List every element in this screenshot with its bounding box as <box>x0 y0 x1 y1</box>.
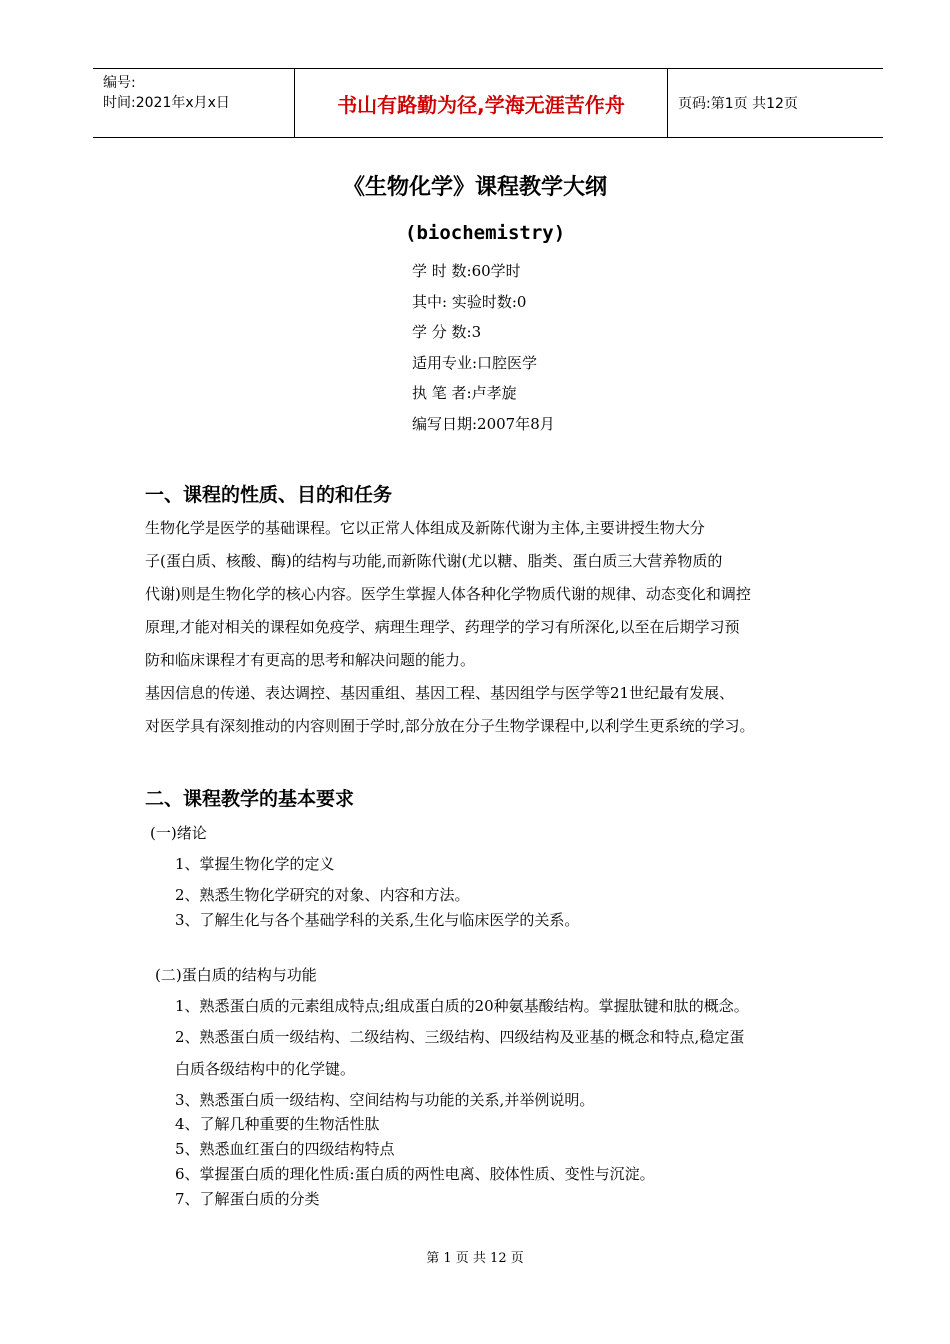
list-item: 3、熟悉蛋白质一级结构、空间结构与功能的关系,并举例说明。 <box>175 1091 595 1109</box>
page-footer: 第 1 页 共 12 页 <box>426 1251 524 1266</box>
paragraph-line: 原理,才能对相关的课程如免疫学、病理生理学、药理学的学习有所深化,以至在后期学习预 <box>145 618 740 636</box>
meta-date: 编写日期:2007年8月 <box>412 414 555 433</box>
header-motto: 书山有路勤为径,学海无涯苦作舟 <box>295 69 668 137</box>
list-item: 3、了解生化与各个基础学科的关系,生化与临床医学的关系。 <box>175 911 580 929</box>
list-item: 5、熟悉血红蛋白的四级结构特点 <box>175 1140 395 1158</box>
section2-title: 二、课程教学的基本要求 <box>145 788 355 810</box>
document-title: 《生物化学》课程教学大纲 <box>342 175 607 200</box>
header-page-label: 页码:第1页 共12页 <box>678 96 798 112</box>
document-number-label: 编号: <box>103 75 136 91</box>
list-item: 白质各级结构中的化学键。 <box>175 1060 356 1078</box>
paragraph-line: 对医学具有深刻推动的内容则囿于学时,部分放在分子生物学课程中,以利学生更系统的学习。 <box>145 717 755 735</box>
meta-credits: 学 分 数:3 <box>412 323 482 342</box>
meta-author: 执 笔 者:卢孝旋 <box>412 384 517 403</box>
list-item: 1、掌握生物化学的定义 <box>175 855 335 873</box>
course-meta <box>412 260 555 444</box>
section1-title: 一、课程的性质、目的和任务 <box>145 484 393 506</box>
paragraph-line: 防和临床课程才有更高的思考和解决问题的能力。 <box>145 651 476 669</box>
document-time-label: 时间:2021年x月x日 <box>103 95 230 111</box>
list-item: 4、了解几种重要的生物活性肽 <box>175 1115 380 1133</box>
list-item: 6、掌握蛋白质的理化性质:蛋白质的两性电离、胶体性质、变性与沉淀。 <box>175 1165 655 1183</box>
list-item: 1、熟悉蛋白质的元素组成特点;组成蛋白质的20种氨基酸结构。掌握肽键和肽的概念。 <box>175 997 749 1015</box>
subsection-protein-title: (二)蛋白质的结构与功能 <box>155 966 317 984</box>
section1-paragraph-1 <box>145 512 845 677</box>
header-table <box>93 68 883 138</box>
paragraph-line: 生物化学是医学的基础课程。它以正常人体组成及新陈代谢为主体,主要讲授生物大分 <box>145 519 705 537</box>
paragraph-line: 子(蛋白质、核酸、酶)的结构与功能,而新陈代谢(尤以糖、脂类、蛋白质三大营养物质的 <box>145 552 723 570</box>
meta-lab-hours: 其中: 实验时数:0 <box>412 292 527 311</box>
meta-hours: 学 时 数:60学时 <box>412 262 521 280</box>
list-item: 2、熟悉蛋白质一级结构、二级结构、三级结构、四级结构及亚基的概念和特点,稳定蛋 <box>175 1028 745 1046</box>
section1-paragraph-2 <box>145 677 845 743</box>
meta-major: 适用专业:口腔医学 <box>412 353 538 372</box>
header-info-cell <box>93 69 295 137</box>
subsection-intro-title: (一)绪论 <box>150 824 207 842</box>
paragraph-line: 代谢)则是生物化学的核心内容。医学生掌握人体各种化学物质代谢的规律、动态变化和调控 <box>145 585 751 603</box>
list-item: 2、熟悉生物化学研究的对象、内容和方法。 <box>175 886 470 904</box>
document-subtitle: (biochemistry) <box>405 222 566 244</box>
paragraph-line: 基因信息的传递、表达调控、基因重组、基因工程、基因组学与医学等21世纪最有发展、 <box>145 684 735 702</box>
list-item: 7、了解蛋白质的分类 <box>175 1190 320 1208</box>
